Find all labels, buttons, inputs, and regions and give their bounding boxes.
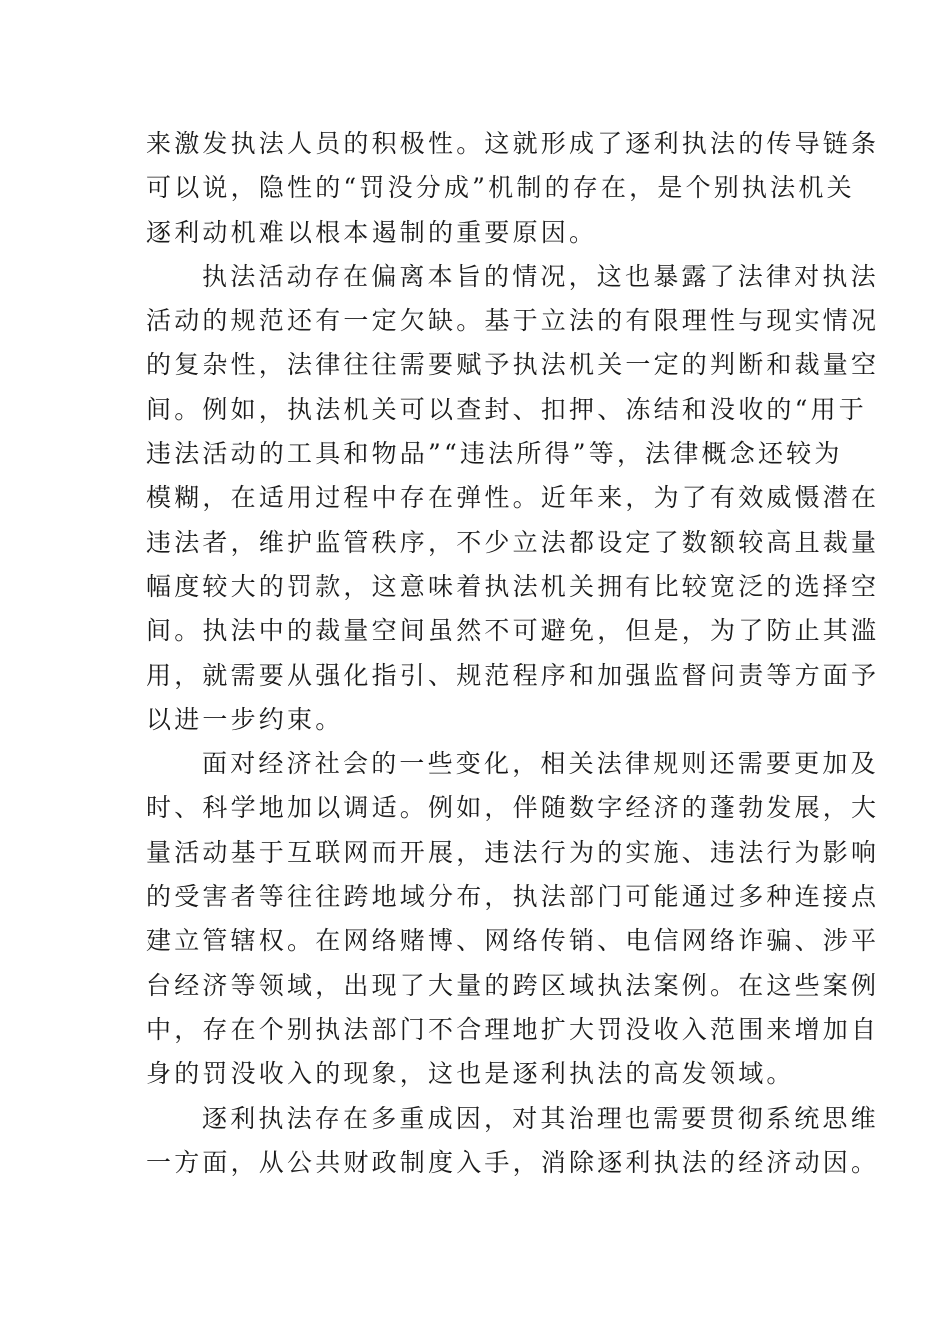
paragraph-1-line-1: 来激发执法人员的积极性。这就形成了逐利执法的传导链条 <box>146 129 880 158</box>
paragraph-3-line-8: 身的罚没收入的现象，这也是逐利执法的高发领域。 <box>146 1059 795 1089</box>
paragraph-2-line-8: 幅度较大的罚款，这意味着执法机关拥有比较宽泛的选择空 <box>146 571 880 601</box>
paragraph-2-line-6: 模糊，在适用过程中存在弹性。近年来，为了有效威慑潜在 <box>146 483 880 513</box>
paragraph-2-line-1: 执法活动存在偏离本旨的情况，这也暴露了法律对执法 <box>202 261 879 291</box>
document-body <box>146 122 880 1185</box>
paragraph-2-line-3: 的复杂性，法律往往需要赋予执法机关一定的判断和裁量空 <box>146 350 880 380</box>
paragraph-2-line-5: 违法活动的工具和物品”“违法所得”等，法律概念还较为 <box>146 439 843 469</box>
paragraph-1-line-3: 逐利动机难以根本遏制的重要原因。 <box>146 217 598 247</box>
paragraph-3-line-5: 建立管辖权。在网络赌博、网络传销、电信网络诈骗、涉平 <box>146 926 880 956</box>
paragraph-1-line-2: 可以说，隐性的“罚没分成”机制的存在，是个别执法机关 <box>146 173 855 203</box>
paragraph-4-line-1: 逐利执法存在多重成因，对其治理也需要贯彻系统思维 <box>202 1103 879 1133</box>
paragraph-3-line-1: 面对经济社会的一些变化，相关法律规则还需要更加及 <box>202 749 879 779</box>
paragraph-2-line-11: 以进一步约束。 <box>146 704 344 734</box>
paragraph-2-line-10: 用，就需要从强化指引、规范程序和加强监督问责等方面予 <box>146 660 880 690</box>
paragraph-4-line-2: 一方面，从公共财政制度入手，消除逐利执法的经济动因。 <box>146 1147 880 1177</box>
paragraph-3-line-4: 的受害者等往往跨地域分布，执法部门可能通过多种连接点 <box>146 882 880 912</box>
paragraph-2-line-2: 活动的规范还有一定欠缺。基于立法的有限理性与现实情况 <box>146 306 880 336</box>
paragraph-3-line-3: 量活动基于互联网而开展，违法行为的实施、违法行为影响 <box>146 837 880 867</box>
paragraph-3-line-6: 台经济等领域，出现了大量的跨区域执法案例。在这些案例 <box>146 970 880 1000</box>
paragraph-2-line-9: 间。执法中的裁量空间虽然不可避免，但是，为了防止其滥 <box>146 616 880 646</box>
paragraph-3-line-7: 中，存在个别执法部门不合理地扩大罚没收入范围来增加自 <box>146 1014 880 1044</box>
paragraph-3-line-2: 时、科学地加以调适。例如，伴随数字经济的蓬勃发展，大 <box>146 793 880 823</box>
paragraph-2-line-7: 违法者，维护监管秩序，不少立法都设定了数额较高且裁量 <box>146 527 880 557</box>
paragraph-2-line-4: 间。例如，执法机关可以查封、扣押、冻结和没收的“用于 <box>146 394 867 424</box>
